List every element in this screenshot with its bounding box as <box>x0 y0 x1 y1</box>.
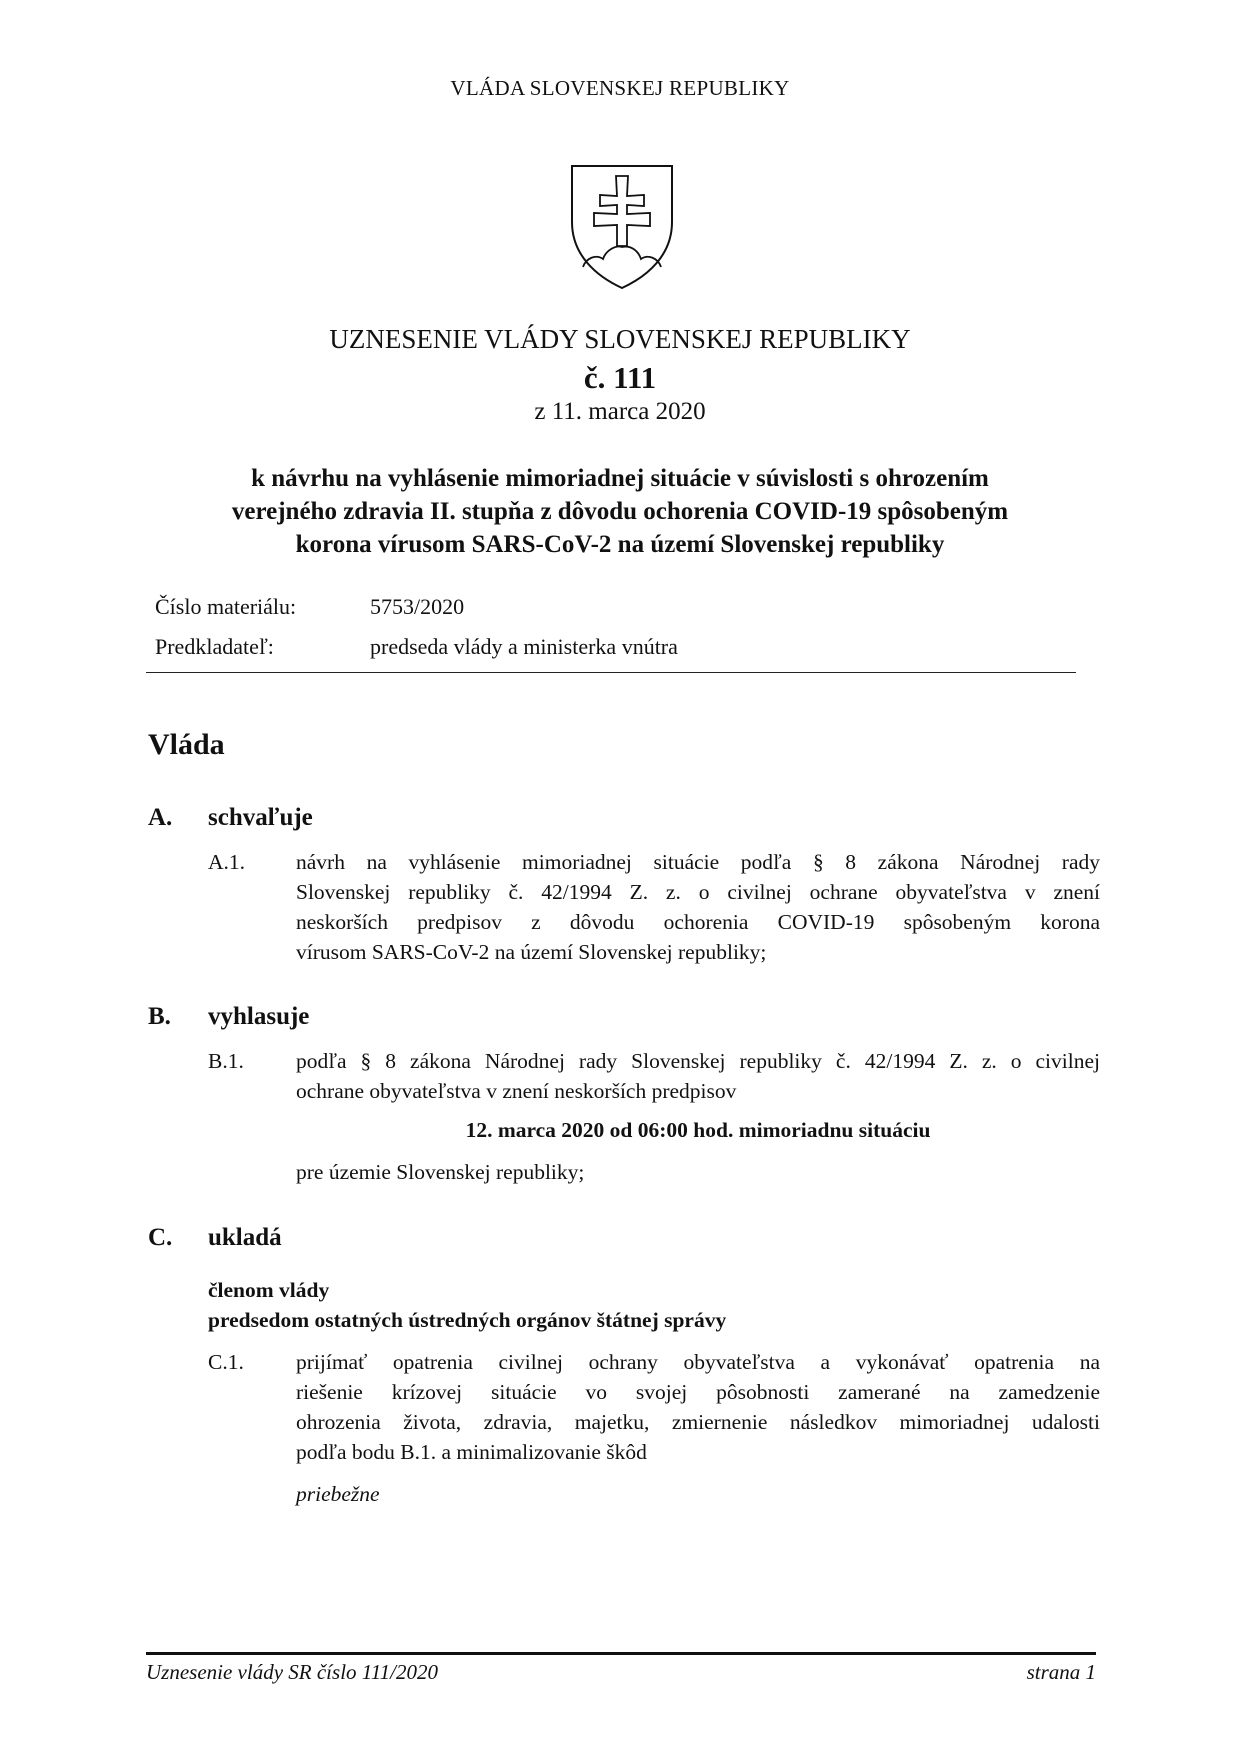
addressee: predsedom ostatných ústredných orgánov štátnej správy <box>208 1308 727 1332</box>
text-line: riešenie krízovej situácie vo svojej pôsobnosti zamerané na zamedzenie <box>296 1380 1100 1404</box>
material-number-label: Číslo materiálu: <box>155 594 297 619</box>
subject-line: verejného zdravia II. stupňa z dôvodu ochorenia COVID-19 spôsobeným <box>231 498 1009 525</box>
text-line: neskorších predpisov z dôvodu ochorenia COVID-19 spôsobeným korona <box>296 910 1100 934</box>
submitter-value: predseda vlády a ministerka vnútra <box>370 634 678 659</box>
item-c1-text <box>296 1347 1100 1467</box>
item-a1-text <box>296 847 1100 967</box>
resolution-date: z 11. marca 2020 <box>534 398 706 425</box>
footer-document-ref: Uznesenie vlády SR číslo 111/2020 <box>146 1660 438 1684</box>
text-line: návrh na vyhlásenie mimoriadnej situácie podľa § 8 zákona Národnej rady <box>296 850 1100 874</box>
addressee: členom vlády <box>208 1278 330 1302</box>
section-b-letter: B. <box>148 1003 171 1030</box>
subject-line: k návrhu na vyhlásenie mimoriadnej situácie v súvislosti s ohrozením <box>251 465 989 492</box>
item-a1-number: A.1. <box>208 850 246 874</box>
resolution-title: UZNESENIE VLÁDY SLOVENSKEJ REPUBLIKY <box>329 324 911 354</box>
footer-divider <box>146 1652 1096 1655</box>
text-line: vírusom SARS-CoV-2 na území Slovenskej republiky; <box>296 940 767 964</box>
slovak-coat-of-arms-icon <box>566 160 678 292</box>
section-a-title: schvaľuje <box>208 804 313 831</box>
text-line: ochrane obyvateľstva v znení neskorších predpisov <box>296 1079 737 1103</box>
text-line: podľa bodu B.1. a minimalizovanie škôd <box>296 1440 647 1464</box>
section-b-title: vyhlasuje <box>208 1003 310 1030</box>
item-b1-number: B.1. <box>208 1049 244 1073</box>
section-c-letter: C. <box>148 1224 173 1251</box>
text-line: podľa § 8 zákona Národnej rady Slovenskej republiky č. 42/1994 Z. z. o civilnej <box>296 1049 1100 1073</box>
subject-line: korona vírusom SARS-CoV-2 na území Slovenskej republiky <box>295 531 945 558</box>
item-c1-number: C.1. <box>208 1350 244 1374</box>
section-a-letter: A. <box>148 804 173 831</box>
footer-page-number: strana 1 <box>1026 1660 1096 1684</box>
deadline: priebežne <box>296 1482 380 1506</box>
text-line: Slovenskej republiky č. 42/1994 Z. z. o civilnej ochrane obyvateľstva v znení <box>296 880 1100 904</box>
divider <box>146 672 1076 673</box>
government-header: VLÁDA SLOVENSKEJ REPUBLIKY <box>450 76 790 100</box>
submitter-label: Predkladateľ: <box>155 634 274 659</box>
material-number-value: 5753/2020 <box>370 594 465 619</box>
resolution-subject <box>0 462 1240 561</box>
body-heading: Vláda <box>148 728 225 761</box>
text-line: prijímať opatrenia civilnej ochrany obyvateľstva a vykonávať opatrenia na <box>296 1350 1100 1374</box>
item-b1-scope: pre územie Slovenskej republiky; <box>296 1160 585 1184</box>
item-b1-text <box>296 1046 1100 1106</box>
text-line: ohrozenia života, zdravia, majetku, zmiernenie následkov mimoriadnej udalosti <box>296 1410 1100 1434</box>
emergency-declaration: 12. marca 2020 od 06:00 hod. mimoriadnu situáciu <box>465 1118 931 1142</box>
section-c-title: ukladá <box>208 1224 282 1251</box>
resolution-number: č. 111 <box>583 360 657 395</box>
